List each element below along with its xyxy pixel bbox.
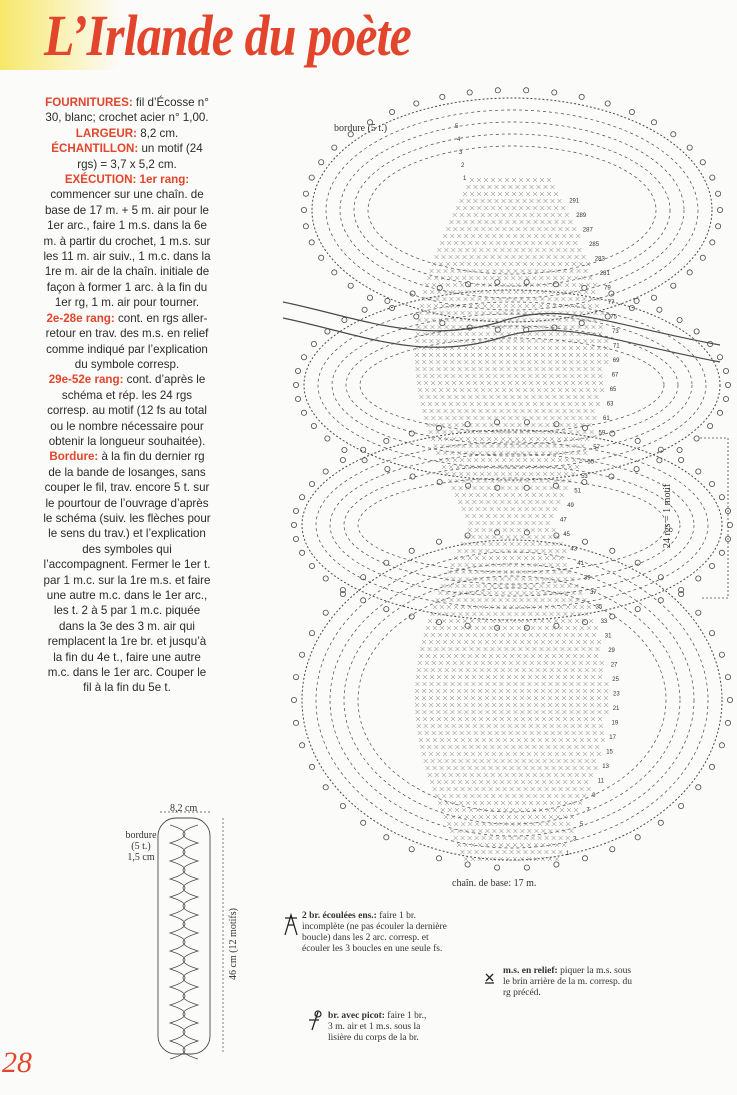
lobe-ring-3-4 [358,588,666,812]
border-round-number: 2 [461,163,465,169]
largeur-para: LARGEUR: 8,2 cm. [75,126,179,140]
picot [409,847,414,852]
picot [342,317,347,322]
label-base-chain: chaîn. de base: 17 m. [452,878,537,889]
picot [524,88,529,93]
rang29-para: 29e-52e rang: cont. d’après le schéma et rép. les 24 rgs corresp. au motif (12 fs au total ou le nombre nécessaire pour obtenir la longueur souhaitée). [47,373,207,448]
picot [410,474,415,479]
picot [465,862,470,867]
picot [440,94,445,99]
row-number: 61 [603,416,610,422]
picot [293,720,298,725]
row-number: 21 [612,706,620,712]
picot [384,835,389,840]
picot [717,207,722,212]
row-number: 15 [606,749,613,756]
picot [700,160,705,165]
picot [651,295,656,300]
picot [319,255,324,260]
picot [293,508,298,513]
picot [719,550,724,555]
picot [709,481,714,486]
picot [385,298,390,303]
row-number: 19 [611,720,619,727]
row-number: 43 [570,546,578,553]
picot [311,423,316,428]
fournitures-para: FOURNITURES: fil d’Écosse n° 30, blanc; crochet acier n° 1,00. [45,96,209,125]
picot [658,820,663,825]
picot [524,625,529,630]
schematic-length-label: 46 cm (12 motifs) [228,908,239,980]
picot [727,697,732,702]
row-number: 7 [586,807,590,814]
picot [309,563,314,568]
picot [323,576,328,581]
picot [293,382,298,387]
picot [325,436,330,441]
picot [629,109,634,114]
picot [300,495,305,500]
picot [495,625,500,630]
picot [300,652,305,657]
picot [309,631,314,636]
picot [390,305,395,310]
picot [414,101,419,106]
row-number: 9 [592,793,596,799]
picot [717,355,722,360]
picot [635,438,640,443]
picot [495,420,500,425]
picot [635,835,640,840]
picot [709,563,714,568]
picot [723,368,728,373]
picot [436,620,441,625]
picot [291,522,296,527]
row-number: 55 [587,459,595,466]
picot [710,175,715,180]
picot [679,803,684,808]
picot [348,283,353,288]
picot [658,575,663,580]
picot [340,591,345,596]
row-number: 67 [611,372,619,379]
picot [554,862,559,867]
row-number: 65 [609,387,617,393]
picot [301,207,306,212]
row-number: 287 [582,227,593,234]
picot [362,307,367,312]
picot [293,536,298,541]
picot [295,396,300,401]
picot [323,785,328,790]
picot [291,697,296,702]
picot [414,314,419,319]
picot [657,307,662,312]
picot [717,410,722,415]
picot [710,240,715,245]
page-number: 28 [2,1046,32,1079]
picot [409,548,414,553]
picot [495,865,500,870]
row-number: 75 [610,314,617,321]
picot [725,720,730,725]
picot [708,423,713,428]
row-number: 69 [612,358,620,364]
picot [309,240,314,245]
symbol-2br-ecoulees [285,915,297,935]
picot [582,856,587,861]
row-number: 53 [581,474,588,480]
picot [582,480,587,485]
picot [716,224,721,229]
picot [362,458,367,463]
row-number: 285 [589,242,600,248]
picot [524,280,529,285]
picot [342,447,347,452]
lobe-ring-2-2 [330,454,694,596]
picot [325,329,330,334]
legend-item-br-ecoulees: 2 br. écoulées ens.: faire 1 br. incomplète (ne pas écouler la dernière boucle) dans les 2 arc. corresp. et écouler les 3 boucles en une seule fs. [302,911,447,954]
row-number: 35 [595,604,603,611]
echantillon-para: ÉCHANTILLON: un motif (24 rgs) = 3,7 x 5,2 cm. [51,142,203,171]
picot [467,90,472,95]
picot [301,355,306,360]
row-number: 1 [566,851,570,857]
picot [495,88,500,93]
picot [677,447,682,452]
row-number: 3 [573,836,577,843]
picot [495,327,500,332]
picot [440,321,445,326]
picot [609,474,614,479]
border-round-number: 5 [455,124,459,130]
row-number: 25 [612,677,619,683]
row-number: 45 [563,532,570,538]
picot [709,631,714,636]
picot [319,160,324,165]
row-number: 13 [602,764,609,770]
picot [694,329,699,334]
picot [384,560,389,565]
border-round-number: 1 [463,176,467,182]
picot [694,436,699,441]
picot [436,539,441,544]
picot [524,420,529,425]
picot [361,447,366,452]
picot [687,145,692,150]
lobe-ring-3-2 [330,564,694,836]
picot [340,457,345,462]
picot [651,120,656,125]
picot [719,743,724,748]
picot [340,803,345,808]
label-bordure: bordure (5 t.) [334,123,388,134]
picot [410,291,415,296]
picot [295,368,300,373]
picot [687,270,692,275]
cut-line-top [283,302,720,345]
row-number: 73 [612,329,619,335]
border-round-number: 3 [459,150,463,156]
picot [554,422,559,427]
row-number: 47 [560,517,567,524]
picot [719,652,724,657]
row-number: 289 [576,213,587,219]
row-number: 77 [607,300,615,306]
picot [436,856,441,861]
lobe-ring-2-1 [316,442,708,608]
picot [582,539,587,544]
picot [582,425,587,430]
page-title: L’Irlande du poète [44,3,411,68]
picot [384,607,389,612]
row-number: 63 [606,401,614,408]
picot [323,610,328,615]
row-number: 27 [610,662,618,669]
picot [634,298,639,303]
symbol-ms-relief [485,974,494,983]
picot [696,576,701,581]
picot [495,280,500,285]
picot [609,291,614,296]
bordure-para: Bordure: à la fin du dernier rg de la bande de losanges, sans couper le fil, trav. encore 5 t. sur le pourtour de l’ouvrage d’après le schéma (suiv. les flèches pour le sens du trav.) et l’explication des symboles qui l’accompagnent. Fermer le 1er t. par 1 m.c. sur la 1re m.s. et faire une autre m.c. dans le 1er arc., les t. 2 à 5 par 1 m.c. piquée dans la 3e des 3 m. air qui remplacent la 1re br. et jusqu’à la fin du 4e t., faire une autre m.c. dans le 1er arc. Couper le fil à la fin du 5e t. [43,450,211,695]
row-number: 41 [577,561,584,567]
picot [303,224,308,229]
lobe-ring-0-4 [368,146,656,274]
picot [709,764,714,769]
row-number: 283 [594,256,605,263]
row-number: 49 [567,503,574,509]
picot [390,109,395,114]
label-motif: 24 rgs = 1 motif [662,483,673,548]
row-number: 31 [604,633,612,640]
picot [367,295,372,300]
row-number: 281 [599,271,610,277]
schematic-strip [158,818,210,1054]
picot [696,469,701,474]
row-number: 23 [613,691,620,698]
picot [679,457,684,462]
rang2-para: 2e-28e rang: cont. en rgs aller-retour en trav. des m.s. en relief comme indiqué par l’explication du symbole corresp. [45,311,209,371]
picot [311,341,316,346]
picot [700,255,705,260]
border-round-number: 4 [457,137,461,143]
picot [553,483,558,488]
legend-item-br-picot: br. avec picot: faire 1 br., 3 m. air et 1 m.s. sous la lisière du corps de la br. [328,1011,427,1043]
picot [309,481,314,486]
lobe-ring-3-3 [344,576,680,824]
picot [309,764,314,769]
row-number: 11 [597,778,604,785]
picot [524,865,529,870]
row-number: 29 [608,648,615,654]
picot [309,175,314,180]
picot [303,191,308,196]
row-number: 39 [583,575,591,582]
picot [293,675,298,680]
picot [300,550,305,555]
picot [610,548,615,553]
row-number: 79 [604,285,611,292]
motif-bracket [700,438,728,598]
picot [554,623,559,628]
lobe-ring-2-3 [344,466,680,584]
picot [385,467,390,472]
lobe-ring-0-2 [340,122,684,298]
picot [696,610,701,615]
symbol-br-picot [309,1012,319,1030]
row-number: 59 [598,430,606,437]
picot [671,132,676,137]
schematic-width-label: 8,2 cm [170,803,198,814]
picot [725,382,730,387]
picot [716,191,721,196]
picot [552,90,557,95]
picot [332,270,337,275]
picot [300,743,305,748]
picot [610,614,615,619]
picot [301,410,306,415]
picot [554,533,559,538]
picot [677,317,682,322]
legend-item-ms-relief: m.s. en relief: piquer la m.s. sous le brin arrière de la m. corresp. du rg précéd. [503,966,632,998]
row-number: 33 [600,619,608,625]
row-number: 5 [579,822,584,828]
picot [679,591,684,596]
schematic-bordure-label: bordure (5 t.) 1,5 cm [125,830,157,863]
picot [579,94,584,99]
picot [725,675,730,680]
row-number: 71 [612,343,620,350]
picot [332,145,337,150]
execution-para: EXÉCUTION: 1er rang: commencer sur une chaîn. de base de 17 m. + 5 m. air pour le 1er arc., faire 1 m.s. dans la 6e m. à partir du crochet, 1 m.s. sur les 11 m. air suiv., 1 m.c. dans la 1re m. air de la chaîn. initiale de façon à former 1 arc. à la fin du 1er rg, 1 m. air pour tourner. [43,173,211,310]
picot [635,607,640,612]
row-number: 291 [569,198,580,205]
picot [610,847,615,852]
row-number: 51 [574,488,581,495]
picot [671,283,676,288]
row-number: 17 [609,735,616,741]
stitch-grid [415,178,608,861]
picot [361,820,366,825]
lobe-ring-0-1 [326,110,698,310]
picot [696,785,701,790]
picot [719,495,724,500]
row-number: 57 [593,445,600,451]
picot [384,438,389,443]
picot [605,101,610,106]
row-number: 37 [590,590,597,596]
picot [323,469,328,474]
picot [634,467,639,472]
picot [723,396,728,401]
